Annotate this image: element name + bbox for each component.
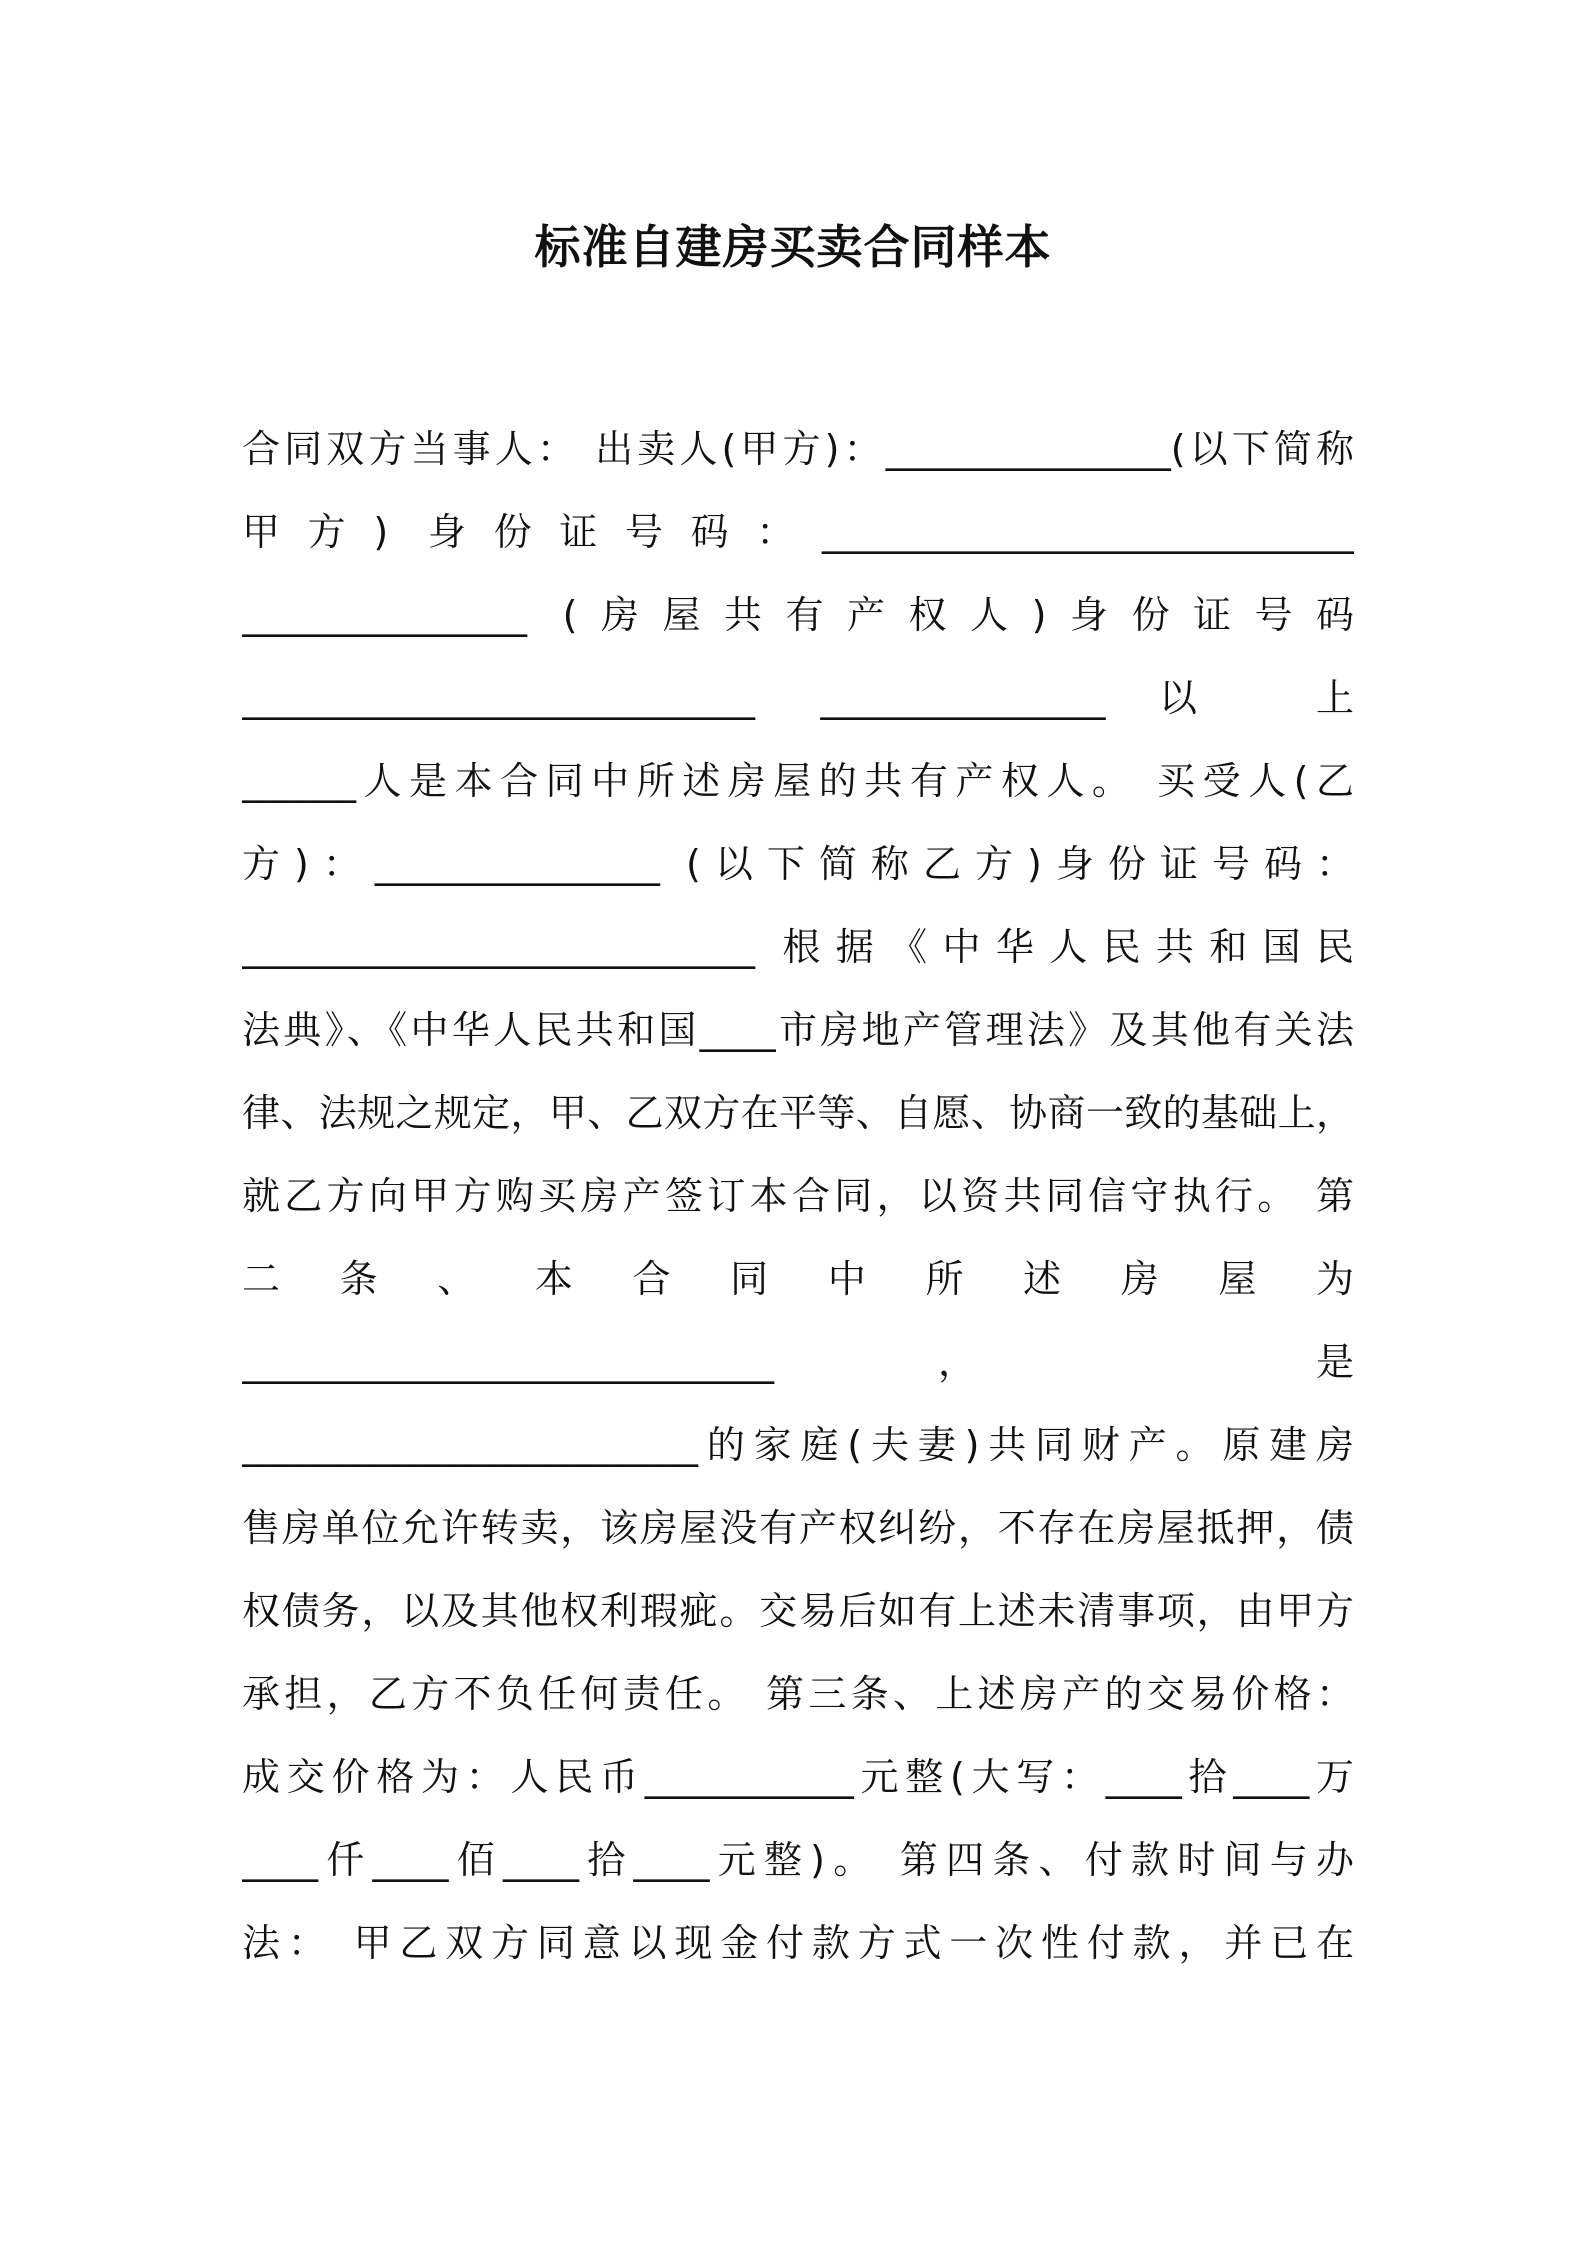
body-line: ________________________的家庭(夫妻)共同财产。原建房 [242, 1423, 1354, 1467]
body-line: 成交价格为：人民币___________元整(大写：____拾____万 [242, 1755, 1354, 1799]
body-line: 二 条 、 本 合 同 中 所 述 房 屋 为 [242, 1257, 1354, 1301]
body-line: 方)：_______________ (以下简称乙方)身份证号码： [242, 842, 1354, 886]
body-line: ___________________________ _______________以 上 [242, 676, 1354, 720]
document-title: 标准自建房买卖合同样本 [534, 220, 1052, 274]
body-line: 法： 甲乙双方同意以现金付款方式一次性付款，并已在 [242, 1921, 1354, 1965]
body-line: 律、法规之规定，甲、乙双方在平等、自愿、协商一致的基础上， [242, 1091, 1354, 1135]
body-line: 售房单位允许转卖，该房屋没有产权纠纷，不存在房屋抵押，债 [242, 1506, 1354, 1550]
body-line: _______________ (房屋共有产权人)身份证号码 [242, 593, 1354, 637]
body-line: 合同双方当事人： 出卖人(甲方)：_______________(以下简称 [242, 427, 1354, 471]
body-line: 甲方) 身份证号码：____________________________ [242, 510, 1354, 554]
body-line: ____仟____佰____拾____元整)。 第四条、付款时间与办 [242, 1838, 1354, 1882]
body-line: 法典》、《中华人民共和国____市房地产管理法》及其他有关法 [242, 1008, 1354, 1052]
body-line: 就乙方向甲方购买房产签订本合同，以资共同信守执行。 第 [242, 1174, 1354, 1218]
body-line: ______人是本合同中所述房屋的共有产权人。 买受人(乙 [242, 759, 1354, 803]
document-body [242, 408, 1354, 1985]
body-line: 承担，乙方不负任何责任。 第三条、上述房产的交易价格： [242, 1672, 1354, 1716]
body-line: ___________________________ 根据《中华人民共和国民 [242, 925, 1354, 969]
body-line: ____________________________， 是 [242, 1340, 1354, 1384]
body-line: 权债务，以及其他权利瑕疵。交易后如有上述未清事项，由甲方 [242, 1589, 1354, 1633]
